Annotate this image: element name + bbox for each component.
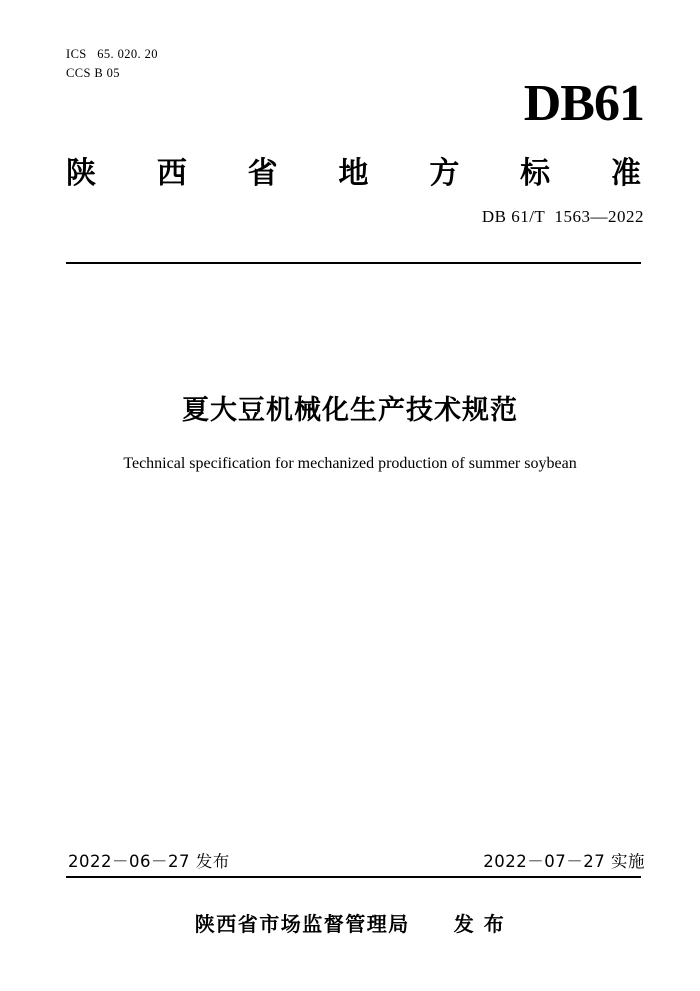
province-standard-title	[66, 148, 641, 192]
province-char-5: 标	[520, 156, 551, 191]
standard-logo: DB61	[523, 75, 644, 132]
province-char-3: 地	[338, 156, 369, 191]
footer-divider	[66, 876, 641, 878]
implementation-date: 2022－07－27 实施	[483, 852, 645, 871]
issue-date: 2022－06－27 发布	[68, 852, 230, 871]
ics-code: ICS 65. 020. 20	[66, 47, 158, 61]
standard-number: DB 61/T 1563—2022	[481, 207, 644, 226]
issuer-row	[0, 908, 700, 937]
issuer-verb: 发 布	[453, 912, 506, 936]
province-char-1: 西	[156, 156, 187, 191]
page-subtitle-english: Technical specification for mechanized production of summer soybean	[123, 455, 577, 472]
province-char-6: 准	[610, 156, 641, 191]
header-divider	[66, 262, 641, 264]
ics-classification-block	[66, 45, 158, 83]
province-char-2: 省	[247, 156, 278, 191]
ccs-code: CCS B 05	[66, 66, 120, 80]
province-char-4: 方	[429, 156, 460, 191]
province-char-0: 陕	[66, 156, 96, 191]
page-title: 夏大豆机械化生产技术规范	[182, 395, 518, 426]
issuer-name: 陕西省市场监督管理局	[194, 912, 410, 936]
